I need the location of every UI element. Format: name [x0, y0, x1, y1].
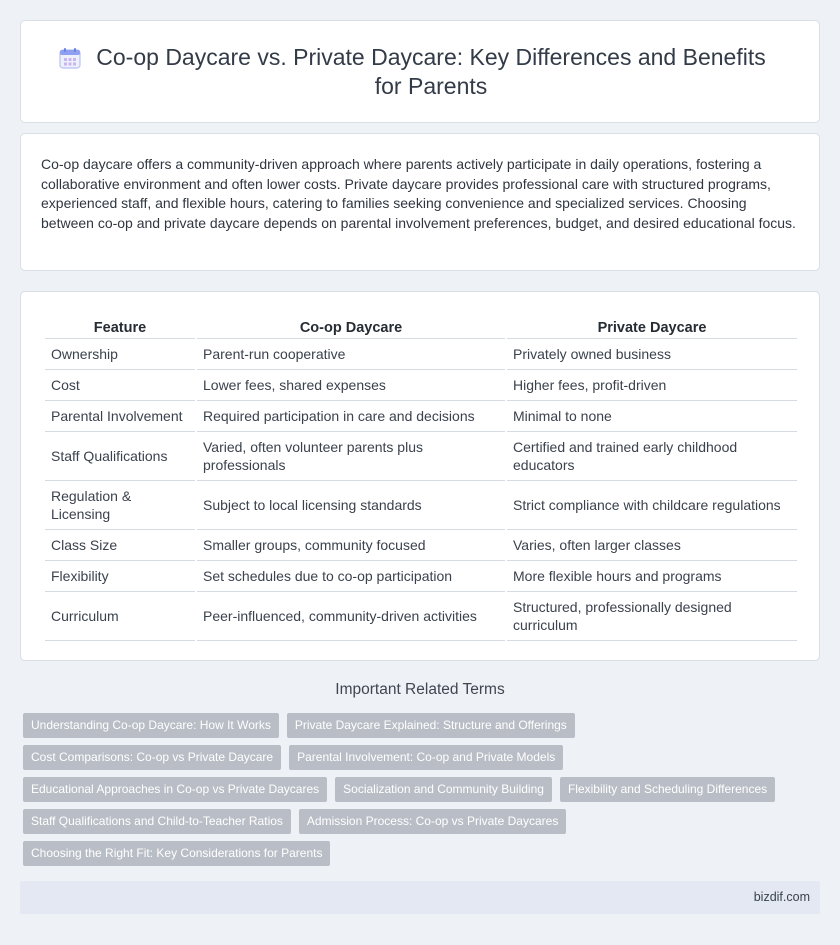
coop-cell: Lower fees, shared expenses: [197, 370, 505, 401]
coop-cell: Peer-influenced, community-driven activities: [197, 592, 505, 641]
feature-cell: Class Size: [45, 530, 195, 561]
private-cell: Minimal to none: [507, 401, 797, 432]
related-term-link[interactable]: Educational Approaches in Co-op vs Private Daycares: [23, 777, 327, 802]
header-card: [20, 20, 820, 123]
table-row: [45, 432, 797, 481]
related-term-link[interactable]: Staff Qualifications and Child-to-Teacher Ratios: [23, 809, 291, 834]
feature-cell: Parental Involvement: [45, 401, 195, 432]
table-row: [45, 530, 797, 561]
intro-paragraph: Co-op daycare offers a community-driven approach where parents actively participate in daily operations, fostering a collaborative environment and often lower costs. Private daycare provides professional care with structured programs, experienced staff, and flexible hours, catering to families seeking convenience and specialized services. Choosing between co-op and private daycare depends on parental involvement preferences, budget, and desired educational focus.: [41, 156, 796, 231]
intro-card: [20, 133, 820, 271]
tag-row: [23, 841, 813, 866]
private-cell: Privately owned business: [507, 339, 797, 370]
footer-site-link[interactable]: bizdif.com: [753, 890, 810, 904]
tag-row: [23, 809, 813, 834]
related-term-link[interactable]: Understanding Co-op Daycare: How It Works: [23, 713, 279, 738]
private-cell: Certified and trained early childhood educators: [507, 432, 797, 481]
related-term-link[interactable]: Choosing the Right Fit: Key Considerations for Parents: [23, 841, 330, 866]
private-cell: Strict compliance with childcare regulations: [507, 481, 797, 530]
header-private: Private Daycare: [507, 316, 797, 339]
related-term-link[interactable]: Cost Comparisons: Co-op vs Private Daycare: [23, 745, 281, 770]
calendar-icon: [59, 47, 81, 69]
comparison-card: [20, 291, 820, 661]
coop-cell: Varied, often volunteer parents plus professionals: [197, 432, 505, 481]
feature-cell: Staff Qualifications: [45, 432, 195, 481]
related-terms-list: [23, 713, 813, 873]
related-terms-title: Important Related Terms: [335, 681, 505, 698]
table-row: [45, 401, 797, 432]
tag-row: [23, 777, 813, 802]
coop-cell: Parent-run cooperative: [197, 339, 505, 370]
page-title: Co-op Daycare vs. Private Daycare: Key Differences and Benefits for Parents: [96, 44, 766, 99]
table-header-row: [45, 316, 797, 339]
feature-cell: Regulation & Licensing: [45, 481, 195, 530]
tag-row: [23, 745, 813, 770]
private-cell: Varies, often larger classes: [507, 530, 797, 561]
private-cell: Higher fees, profit-driven: [507, 370, 797, 401]
header-feature: Feature: [45, 316, 195, 339]
related-term-link[interactable]: Admission Process: Co-op vs Private Daycares: [299, 809, 566, 834]
table-row: [45, 339, 797, 370]
footer-bar: [20, 881, 820, 914]
coop-cell: Smaller groups, community focused: [197, 530, 505, 561]
feature-cell: Curriculum: [45, 592, 195, 641]
coop-cell: Subject to local licensing standards: [197, 481, 505, 530]
related-term-link[interactable]: Flexibility and Scheduling Differences: [560, 777, 775, 802]
table-row: [45, 481, 797, 530]
private-cell: Structured, professionally designed curriculum: [507, 592, 797, 641]
feature-cell: Ownership: [45, 339, 195, 370]
related-term-link[interactable]: Private Daycare Explained: Structure and Offerings: [287, 713, 575, 738]
tag-row: [23, 713, 813, 738]
table-row: [45, 561, 797, 592]
header-coop: Co-op Daycare: [197, 316, 505, 339]
feature-cell: Cost: [45, 370, 195, 401]
table-row: [45, 592, 797, 641]
related-term-link[interactable]: Socialization and Community Building: [335, 777, 552, 802]
private-cell: More flexible hours and programs: [507, 561, 797, 592]
table-row: [45, 370, 797, 401]
related-term-link[interactable]: Parental Involvement: Co-op and Private Models: [289, 745, 563, 770]
comparison-table: [43, 316, 799, 641]
coop-cell: Set schedules due to co-op participation: [197, 561, 505, 592]
coop-cell: Required participation in care and decisions: [197, 401, 505, 432]
feature-cell: Flexibility: [45, 561, 195, 592]
